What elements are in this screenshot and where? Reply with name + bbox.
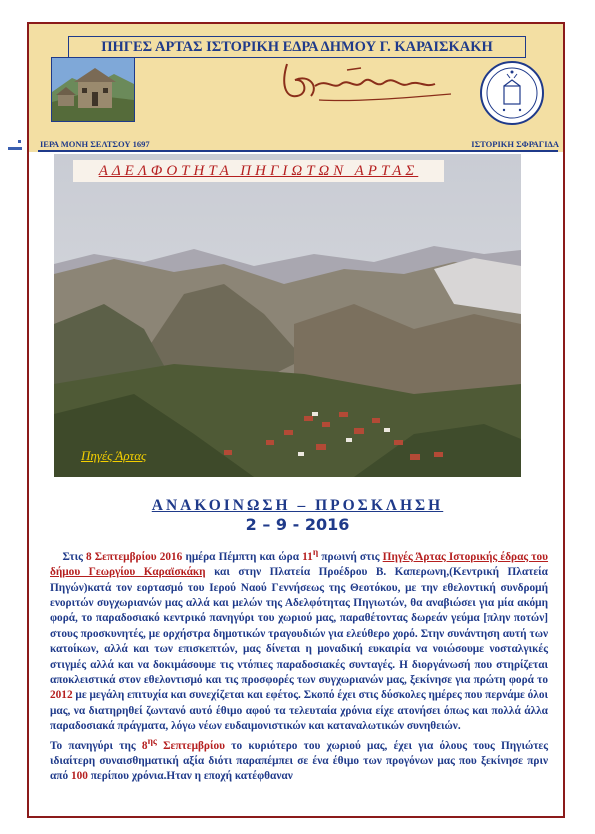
monastery-photo: [51, 57, 135, 122]
association-banner: ΑΔΕΛΦΟΤΗΤΑ ΠΗΓΙΩΤΩΝ ΑΡΤΑΣ: [73, 160, 444, 182]
photo-caption: Πηγές Άρτας: [81, 448, 147, 463]
body-paragraph-2: Το πανηγύρι της $8^{\eta\varsigma}$ Σεπτεμβρίου το κυριότερο του χωριού μας, έχει για όλους τους Πηγιώτες ιδιαίτερη συναισθηματική αξία διότι παραπέμπει σε ένα έθιμο των προγόνων μας που ξεκίνησε πριν από 100 περίπου χρόνια.Ηταν η εποχή κατέφθαναν: [50, 736, 549, 783]
header-title: ΠΗΓΕΣ ΑΡΤΑΣ ΙΣΤΟΡΙΚΗ ΕΔΡΑ ΔΗΜΟΥ Γ. ΚΑΡΑΙΣΚΑΚΗ: [68, 36, 526, 58]
signature-image: [275, 56, 465, 106]
place-link: Πηγές Άρτας Ιστορικής έδρας του δήμου Γεωργίου Καραϊσκάκη: [50, 550, 549, 579]
announcement-date: 2 – 9 - 2016: [245, 515, 350, 534]
header-divider: [38, 150, 558, 152]
margin-dot: [18, 140, 21, 143]
announcement-body: [50, 546, 548, 785]
margin-mark: [8, 147, 22, 150]
announcement-title: ΑΝΑΚΟΙΝΩΣΗ – ΠΡΟΣΚΛΗΣΗ: [151, 497, 444, 514]
monastery-caption: ΙΕΡΑ ΜΟΝΗ ΣΕΛΤΣΟΥ 1697: [40, 139, 150, 149]
village-landscape-photo: [54, 154, 521, 477]
body-paragraph-1: Στις 8 Σεπτεμβρίου 2016 ημέρα Πέμπτη και ώρα $11^\eta$ πρωινή στις Πηγές Άρτας Ιστορικής έδρας του δήμου Γεωργίου Καραϊσκάκη και στην Πλατεία Προέδρου Β. Καπερωνη,(Κεντρική Πλατεία Πηγών)κατά τον εορτασμό του Ιερού Ναού Γεννήσεως της Θεοτόκου, με την εθελοντική συνδρομή ενοριτών συγχωριανών μας αλλά και μελών της Αδελφότητας Πηγιωτών, θα αναβιώσει για μία ακόμη φορά, το παραδοσιακό κεντρικό πανηγύρι του χωριού μας, παραθέτοντας δωρεάν γεύμα [πλην ποτών] στους προσκυνητές, με ορχήστρα δημοτικών τραγουδιών για ελεύθερο χορό. Στην συνάντηση αυτή των κατοίκων, αλλά και των επισκεπτών, μας δίνεται η μοναδική ευκαιρία να νοιώσουμε νοσταλγικές στιγμές αλλά και να δοκιμάσουμε τις ντόπιες παραδοσιακές συνταγές. Η διοργάνωσή που στηρίζεται αποκλειστικά στον εθελοντισμό και τις προσφορές των συγχωριανών μας, ξεκίνησε για πρώτη φορά το 2012 με μεγάλη επιτυχία και συνεχίζεται και εφέτος. Σκοπό έχει στις δύσκολες ημέρες που περνάμε όλοι μας, να διατηρηθεί ζωντανό αυτό έθιμο αφού τα τελευταία χρόνια είχε ατονήσει όπως και πολλά άλλα παραδοσιακά πράγματα, λόγω νέων ευδαιμονιστικών και καταναλωτικών συνηθειών.: [50, 548, 549, 733]
historic-seal: [474, 60, 551, 127]
seal-caption: ΙΣΤΟΡΙΚΗ ΣΦΡΑΓΙΔΑ: [471, 139, 559, 149]
